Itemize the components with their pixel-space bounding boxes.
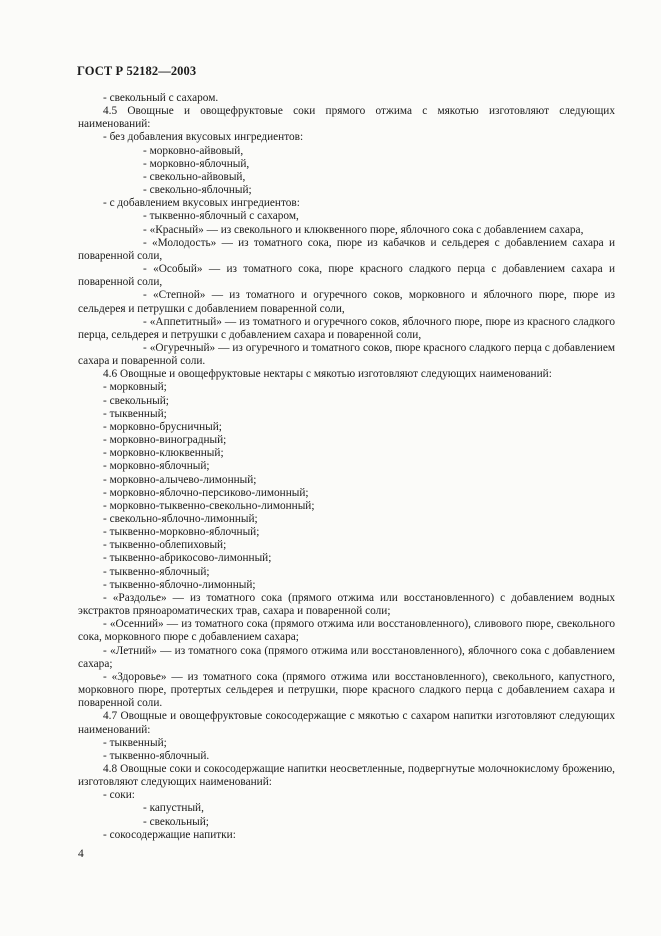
list-item: - «Особый» — из томатного сока, пюре красного сладкого перца с добавлением сахара и поваренной соли, <box>78 263 615 289</box>
page-header-title: ГОСТ Р 52182—2003 <box>77 64 197 78</box>
list-item: - морковно-алычево-лимонный; <box>103 473 257 486</box>
list-item: - тыквенно-яблочный с сахаром, <box>143 210 299 223</box>
list-item: - тыквенно-абрикосово-лимонный; <box>103 552 272 565</box>
list-item: - тыквенно-морковно-яблочный; <box>103 526 260 539</box>
list-item: - морковно-виноградный; <box>103 434 227 447</box>
section-paragraph: 4.7 Овощные и овощефруктовые сокосодержащие с мякотью с сахаром напитки изготовляют следующих наименований: <box>78 710 615 736</box>
list-item: - соки: <box>103 789 135 802</box>
list-item: - «Молодость» — из томатного сока, пюре из кабачков и сельдерея с добавлением сахара и поваренной соли, <box>78 236 615 262</box>
list-item: - «Огуречный» — из огуречного и томатного соков, пюре красного сладкого перца с добавлением сахара и поваренной соли. <box>78 341 615 368</box>
section-paragraph: 4.8 Овощные соки и сокосодержащие напитки неосветленные, подвергнутые молочнокислому брожению, изготовляют следующих наименований: <box>78 762 615 789</box>
list-item: - морковно-клюквенный; <box>103 447 224 460</box>
list-item: - свекольно-яблочно-лимонный; <box>103 513 258 525</box>
list-item: - «Степной» — из томатного и огуречного соков, морковного и яблочного пюре, пюре из сельдерея и петрушки с добавлением поваренной соли, <box>78 289 615 315</box>
list-item: - морковно-яблочный; <box>103 460 210 473</box>
list-item: - морковно-тыквенно-свекольно-лимонный; <box>103 499 315 512</box>
list-item: - «Здоровье» — из томатного сока (прямого отжима или восстановленного), свекольного, капустного, морковного пюре, протертых сельдерея и петрушки, пюре красного сладкого перца с добавлением сахара и поваренной соли. <box>78 670 615 710</box>
list-item: - тыквенно-облепиховый; <box>103 539 227 552</box>
page-number: 4 <box>78 848 84 860</box>
list-item: - «Аппетитный» — из томатного и огуречного соков, яблочного пюре, пюре из красного сладкого перца, сельдерея и петрушки с добавлением сахара и поваренной соли, <box>78 315 615 341</box>
list-item: - тыквенный; <box>103 407 167 420</box>
list-item: - «Красный» — из свекольного и клюквенного пюре, яблочного сока с добавлением сахара, <box>143 223 584 236</box>
list-item: - тыквенный; <box>103 736 167 749</box>
list-item: - тыквенно-яблочный. <box>103 749 210 762</box>
list-item: - капустный, <box>143 802 204 815</box>
list-item: - свекольно-яблочный; <box>143 184 252 197</box>
list-item: - «Осенний» — из томатного сока (прямого отжима или восстановленного), сливового пюре, свекольного сока, морковного пюре с добавлением сахара; <box>78 618 615 644</box>
list-item: - тыквенно-яблочно-лимонный; <box>103 578 256 591</box>
list-item: - тыквенно-яблочный; <box>103 565 210 578</box>
list-item: - без добавления вкусовых ингредиентов: <box>103 131 304 144</box>
list-item: - морковно-брусничный; <box>103 420 222 433</box>
section-paragraph: 4.5 Овощные и овощефруктовые соки прямого отжима с мякотью изготовляют следующих наименований: <box>78 105 615 131</box>
list-item: - морковный; <box>103 381 167 394</box>
list-item: - свекольный с сахаром. <box>103 92 219 104</box>
list-item: - с добавлением вкусовых ингредиентов: <box>103 197 300 210</box>
list-item: - свекольный; <box>103 394 169 407</box>
list-item: - сокосодержащие напитки: <box>103 828 236 841</box>
list-item: - морковно-яблочно-персиково-лимонный; <box>103 486 309 499</box>
list-item: - морковно-айвовый, <box>143 144 244 157</box>
list-item: - свекольно-айвовый, <box>143 170 246 183</box>
list-item: - «Летний» — из томатного сока (прямого отжима или восстановленного), яблочного сока с добавлением сахара; <box>78 644 615 670</box>
document-body <box>78 92 615 842</box>
list-item: - морковно-яблочный, <box>143 157 250 170</box>
list-item: - «Раздолье» — из томатного сока (прямого отжима или восстановленного) с добавлением водных экстрактов пряноароматических трав, сахара и поваренной соли; <box>78 591 615 618</box>
section-paragraph: 4.6 Овощные и овощефруктовые нектары с мякотью изготовляют следующих наименований: <box>103 368 552 381</box>
list-item: - свекольный; <box>143 815 209 828</box>
